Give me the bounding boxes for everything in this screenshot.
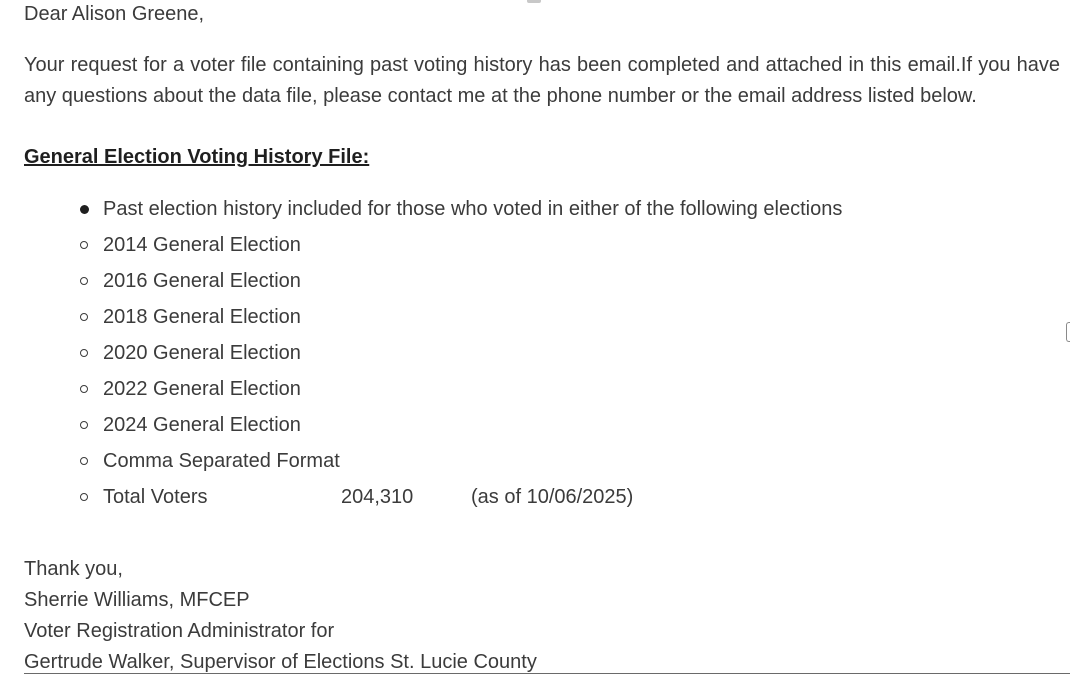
total-voters-count: 204,310 [341, 486, 414, 508]
page-side-marker [1066, 322, 1070, 342]
election-text: 2014 General Election [103, 234, 301, 256]
election-text: 2020 General Election [103, 342, 301, 364]
election-text: 2024 General Election [103, 414, 301, 436]
total-voters-label: Total Voters [103, 486, 208, 508]
greeting: Dear Alison Greene, [24, 3, 205, 25]
main-bullet-text: Past election history included for those who voted in either of the following elections [103, 198, 843, 220]
filled-bullet-icon [80, 205, 89, 214]
hollow-bullet-icon [80, 421, 88, 429]
hollow-bullet-icon [80, 349, 88, 357]
page-top-marker [527, 0, 541, 3]
hollow-bullet-icon [80, 241, 88, 249]
election-text: 2018 General Election [103, 306, 301, 328]
hollow-bullet-icon [80, 385, 88, 393]
body-paragraph: Your request for a voter file containing past voting history has been completed and attached in this email.If you have any questions about the data file, please contact me at the phone number or the email address listed below. [24, 54, 1060, 107]
signer-title: Voter Registration Administrator for [24, 620, 335, 642]
format-text: Comma Separated Format [103, 450, 340, 472]
footer-divider [24, 673, 1070, 674]
closing-thanks: Thank you, [24, 558, 123, 580]
section-heading: General Election Voting History File: [24, 146, 370, 168]
election-text: 2022 General Election [103, 378, 301, 400]
hollow-bullet-icon [80, 457, 88, 465]
total-voters-as-of: (as of 10/06/2025) [471, 486, 634, 508]
signer-office: Gertrude Walker, Supervisor of Elections St. Lucie County [24, 651, 537, 673]
hollow-bullet-icon [80, 277, 88, 285]
hollow-bullet-icon [80, 313, 88, 321]
election-text: 2016 General Election [103, 270, 301, 292]
hollow-bullet-icon [80, 493, 88, 501]
signer-name: Sherrie Williams, MFCEP [24, 589, 250, 611]
